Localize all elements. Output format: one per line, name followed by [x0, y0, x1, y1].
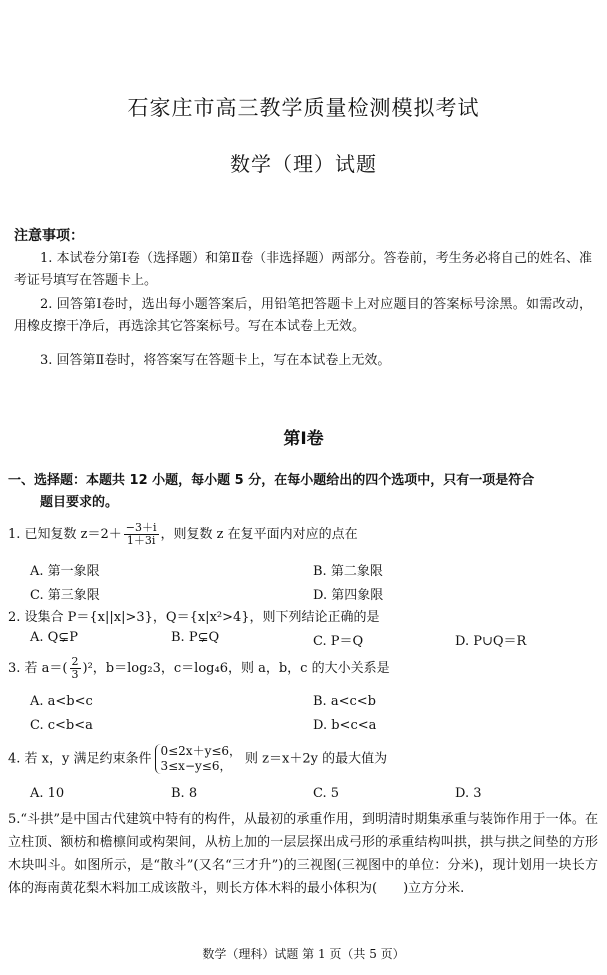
notice-item-1: 1. 本试卷分第Ⅰ卷（选择题）和第Ⅱ卷（非选择题）两部分。答卷前，考生务必将自己的姓名、准考证号填写在答题卡上。: [14, 251, 592, 288]
page-footer: 数学（理科）试题 第 1 页（共 5 页）: [202, 947, 405, 961]
question-4-stem: [8, 744, 387, 774]
q1-option-c: C. 第三象限: [30, 588, 100, 603]
question-3-stem: [8, 656, 390, 681]
q1-fraction-den: 1＋3i: [126, 534, 156, 547]
q4-option-c: C. 5: [313, 786, 340, 801]
q3-option-b: B. a<c<b: [313, 694, 376, 709]
q2-option-d: D. P∪Q＝R: [455, 634, 527, 649]
q3-post: )²，b＝log₂3，c＝log₄6，则 a，b，c 的大小关系是: [82, 661, 390, 676]
question-1-stem: [8, 522, 358, 547]
exam-title: 石家庄市高三教学质量检测模拟考试: [127, 96, 480, 120]
q1-pre: 1. 已知复数 z＝2＋: [8, 527, 122, 542]
q4-option-d: D. 3: [455, 786, 482, 801]
q1-fraction-num: −3＋i: [125, 521, 157, 534]
q4-post: 则 z＝x＋2y 的最大值为: [245, 751, 388, 767]
section-line-1: 一、选择题：本题共 12 小题，每小题 5 分，在每小题给出的四个选项中，只有一项是符合: [8, 473, 535, 488]
q1-option-a: A. 第一象限: [30, 564, 100, 579]
q2-option-b: B. P⊊Q: [171, 630, 220, 645]
q4-pre: 4. 若 x，y 满足约束条件: [8, 751, 152, 767]
question-2-stem: 2. 设集合 P＝{x||x|>3}，Q＝{x|x²>4}，则下列结论正确的是: [8, 610, 380, 625]
section-instructions: [8, 470, 596, 514]
q3-fraction-num: 2: [71, 655, 79, 668]
notice-heading: 注意事项：: [14, 228, 84, 244]
q4-constraint-1: 0≤2x＋y≤6，: [160, 744, 242, 758]
q4-constraint-2: 3≤x−y≤6，: [160, 759, 232, 773]
question-5-stem: 5.“斗拱”是中国古代建筑中特有的构件，从最初的承重作用，到明清时期集承重与装饰作用于一体。在立柱顶、额枋和檐檩间或构架间，从枋上加的一层层探出成弓形的承重结构叫拱，拱与拱之间垫的方形木块叫斗。如图所示，是“散斗”(又名“三才升”)的三视图(三视图中的单位：分米)，现计划用一块长方体的海南黄花梨木料加工成该散斗，则长方体木料的最小体积为( )立方分米.: [8, 812, 598, 896]
q3-pre: 3. 若 a＝(: [8, 661, 68, 676]
q3-option-c: C. c<b<a: [30, 718, 93, 733]
q3-option-d: D. b<c<a: [313, 718, 377, 733]
q4-constraint-system: [155, 744, 241, 774]
q1-post: ，则复数 z 在复平面内对应的点在: [160, 527, 358, 542]
q4-option-b: B. 8: [171, 786, 198, 801]
section-line-2: 题目要求的。: [40, 495, 119, 510]
exam-subtitle: 数学（理）试题: [230, 152, 377, 176]
q3-option-a: A. a<b<c: [30, 694, 93, 709]
q4-option-a: A. 10: [30, 786, 65, 801]
notice-item-3: 3. 回答第Ⅱ卷时，将答案写在答题卡上，写在本试卷上无效。: [40, 353, 391, 368]
q2-option-c: C. P＝Q: [313, 634, 364, 649]
q3-fraction: [70, 656, 81, 681]
notice-item-2: 2. 回答第Ⅰ卷时，选出每小题答案后，用铅笔把答题卡上对应题目的答案标号涂黑。如需改动，用橡皮擦干净后，再选涂其它答案标号。写在本试卷上无效。: [14, 297, 592, 334]
q1-option-b: B. 第二象限: [313, 564, 383, 579]
q1-fraction: [124, 522, 159, 547]
q2-option-a: A. Q⊊P: [30, 630, 78, 645]
q1-option-d: D. 第四象限: [313, 588, 384, 603]
q3-fraction-den: 3: [71, 668, 79, 681]
volume-heading: 第Ⅰ卷: [283, 429, 324, 449]
